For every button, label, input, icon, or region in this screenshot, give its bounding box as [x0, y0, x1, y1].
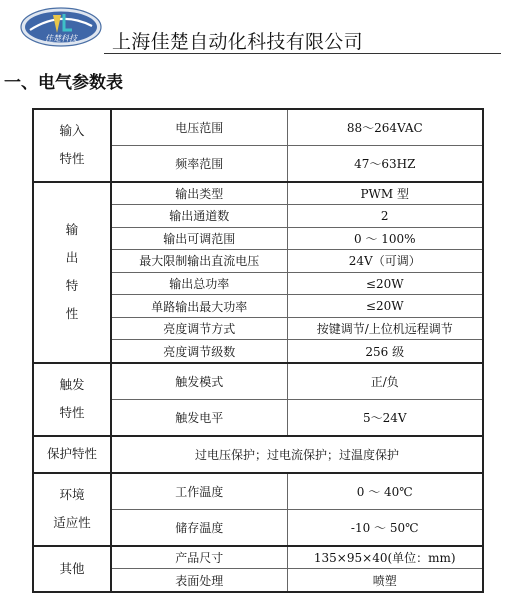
param-value: 正/负: [287, 363, 483, 399]
param-name: 储存温度: [111, 509, 287, 545]
param-name: 最大限制输出直流电压: [111, 250, 287, 273]
param-value: 按键调节/上位机远程调节: [287, 317, 483, 340]
param-value: 47～63HZ: [287, 145, 483, 181]
param-value: 24V（可调）: [287, 250, 483, 273]
table-row: [33, 436, 483, 474]
param-name: 单路输出最大功率: [111, 295, 287, 318]
param-value: ≤20W: [287, 272, 483, 295]
electrical-parameters-table: [32, 108, 484, 593]
table-row: [33, 109, 483, 145]
param-name: 电压范围: [111, 109, 287, 145]
param-value: 256 级: [287, 340, 483, 363]
table-row: [33, 546, 483, 569]
param-name: 输出类型: [111, 182, 287, 205]
table-row: [33, 182, 483, 205]
table-row: [33, 363, 483, 399]
header-divider: [104, 53, 501, 54]
param-name: 输出通道数: [111, 205, 287, 228]
param-value: 88～264VAC: [287, 109, 483, 145]
param-name: 触发模式: [111, 363, 287, 399]
param-name: 亮度调节方式: [111, 317, 287, 340]
param-value: 0 ～ 40℃: [287, 473, 483, 509]
category-output: 输 出 特 性: [33, 182, 111, 363]
section-title: 一、电气参数表: [4, 73, 123, 93]
param-name: 触发电平: [111, 399, 287, 435]
param-name: 亮度调节级数: [111, 340, 287, 363]
category-environment: 环境 适应性: [33, 473, 111, 546]
category-trigger: 触发 特性: [33, 363, 111, 436]
svg-text:佳楚科技: 佳楚科技: [45, 34, 77, 43]
company-logo: [20, 6, 102, 48]
param-value: 喷塑: [287, 569, 483, 592]
company-name: 上海佳楚自动化科技有限公司: [112, 31, 363, 53]
param-value: -10 ～ 50℃: [287, 509, 483, 545]
category-input: 输入 特性: [33, 109, 111, 182]
param-value: 2: [287, 205, 483, 228]
param-value: 5～24V: [287, 399, 483, 435]
param-value: 0 ～ 100%: [287, 227, 483, 250]
param-value: 135×95×40(单位：mm): [287, 546, 483, 569]
param-name: 产品尺寸: [111, 546, 287, 569]
param-name: 表面处理: [111, 569, 287, 592]
category-protection: 保护特性: [33, 436, 111, 474]
param-name: 输出可调范围: [111, 227, 287, 250]
category-other: 其他: [33, 546, 111, 592]
param-value: 过电压保护；过电流保护；过温度保护: [111, 436, 483, 474]
param-value: ≤20W: [287, 295, 483, 318]
table-row: [33, 473, 483, 509]
param-value: PWM 型: [287, 182, 483, 205]
param-name: 输出总功率: [111, 272, 287, 295]
param-name: 工作温度: [111, 473, 287, 509]
param-name: 频率范围: [111, 145, 287, 181]
